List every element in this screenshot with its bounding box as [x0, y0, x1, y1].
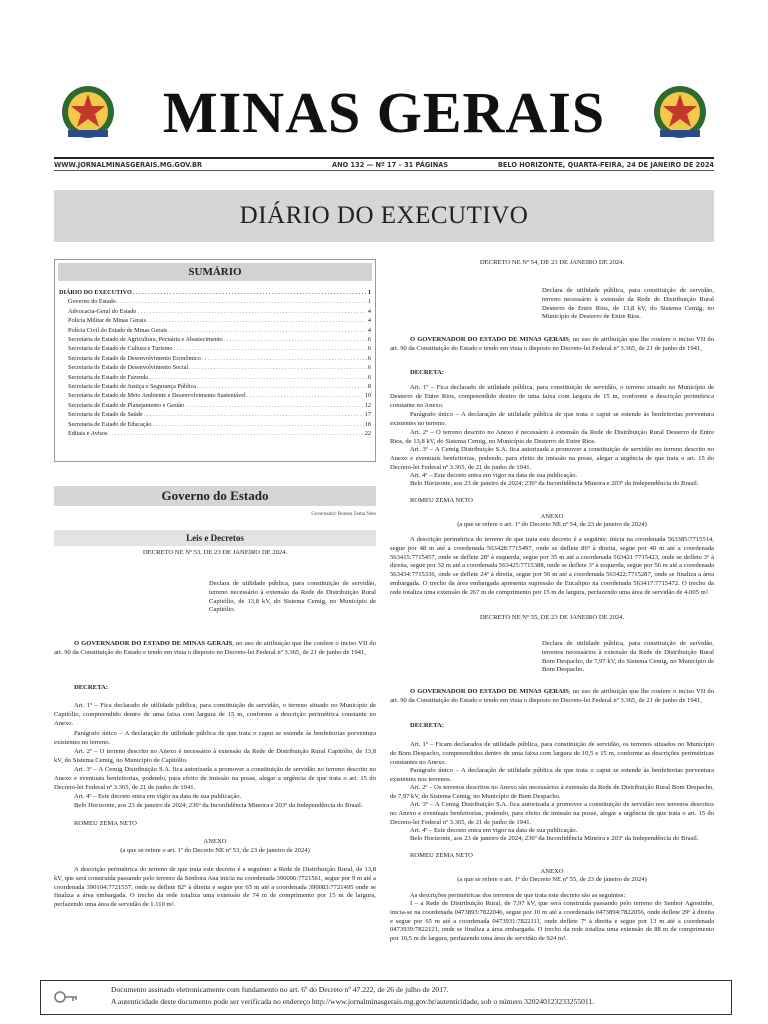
decree-55-paragraph: Parágrafo único – A declaração de utilidade pública de que trata o caput se estende às benfeitorias porventura existentes nos terrenos.	[390, 767, 714, 783]
decree-53-preamble: O GOVERNADOR DO ESTADO DE MINAS GERAIS, no uso de atribuição que lhe confere o inciso VII do art. 90 da Constituição do Estado e tendo em vista o disposto no Decreto-lei Federal nº 3.365, de 21 de junho de 1941,	[54, 640, 376, 656]
leader-dots	[197, 382, 367, 391]
decree-55-item-1: I – a Rede de Distribuição Rural, de 7,97 kV, que será construída passando pelo terreno do Senhor Agostinho, inicia-se na coordenada 0473893:7822046, segue por 10 m até a coordenada 0473894:7822056, onde deflete 29º à direita e segue por 65 m até a coordenada 0473931:7822111, onde deflete 7º à direita e segue por 13 m até a coordenada 0473939:7822121, onde se finaliza a área embargada. O trecho da rede totaliza uma extensão de 88 m de comprimento por 10,5 m de largura, perfazendo uma área de servidão de 924 m².	[390, 900, 714, 943]
decree-55-decreta: DECRETA:	[410, 722, 444, 729]
summary-item[interactable]	[59, 316, 371, 325]
key-icon	[53, 986, 79, 1008]
leader-dots	[147, 316, 367, 325]
summary-item-page: 18	[364, 420, 371, 428]
leader-dots	[247, 391, 364, 400]
section-title: DIÁRIO DO EXECUTIVO	[239, 202, 529, 229]
summary-item-page: 4	[367, 307, 371, 315]
decree-54-annex-text: A descrição perimétrica do terreno de que trata este decreto é a seguinte: inicia na coordenada 563385:7715514, segue por 48 m até a coordenada 563428:7715497, onde se deflete 86º à direita, segue por 40 m até a coordenada 563415:7715457, onde se deflete 28º à esquerda, segue por 35 m até a coordenada 563421:7715423, onde se deflete 3º à direita, segue por 32 m até a coordenada 563425:7715388, onde se deflete 3º à esquerda, segue por 56 m até a coordenada 563434:7715336, onde se deflete 24º à direita, segue por 56 m até a coordenada 563422:7715287, onde se finaliza a área embargada. O trecho da área embargada apresenta supressão de Eucalipto na coordenada 563417:7715472. O trecho da rede totaliza uma extensão de 267 m de comprimento por 15 m de largura, perfazendo uma área de servidão de 4.005 m².	[390, 536, 714, 596]
leader-dots	[133, 288, 367, 297]
decree-54-ementa: Declara de utilidade pública, para constituição de servidão, terreno necessário à extensão da Rede de Distribuição Rural Desterro de Entre Rios, de 13,8 kV, do Sistema Cemig, no Município de Desterro de Entre Rios.	[542, 287, 714, 321]
summary-item[interactable]	[59, 326, 371, 335]
summary-item-page: 8	[367, 383, 371, 391]
decree-53-paragraph: Parágrafo único – A declaração de utilidade pública de que trata o caput se estende às benfeitorias porventura existentes no terreno.	[54, 730, 376, 746]
summary-item-label: Editais e Avisos	[68, 430, 108, 438]
publication-date: BELO HORIZONTE, QUARTA-FEIRA, 24 DE JANEIRO DE 2024	[497, 161, 714, 169]
leader-dots	[202, 354, 367, 363]
leader-dots	[173, 344, 366, 353]
decree-53-signature: ROMEU ZEMA NETO	[74, 820, 137, 827]
leader-dots	[108, 429, 363, 438]
decree-54-paragraph: Parágrafo único – A declaração de utilidade pública de que trata o caput se estende às benfeitorias porventura existentes no terreno.	[390, 411, 714, 427]
summary-item-label: Secretaria de Estado de Saúde	[68, 411, 143, 419]
decree-53-annex-title: ANEXO	[203, 838, 227, 845]
summary-item-page: 17	[364, 411, 371, 419]
decree-55-place-date: Belo Horizonte, aos 23 de janeiro de 2024; 236º da Inconfidência Mineira e 203º da Independência do Brasil.	[410, 835, 699, 842]
summary-item-page: 10	[364, 392, 371, 400]
leader-dots	[168, 326, 367, 335]
summary-item-label: Advocacia-Geral do Estado	[68, 307, 137, 315]
leader-dots	[137, 307, 367, 316]
coat-of-arms-emblem	[54, 78, 122, 146]
decree-55-signature: ROMEU ZEMA NETO	[410, 852, 473, 859]
authenticity-footer	[40, 980, 732, 1015]
summary-item-page: 6	[367, 364, 371, 372]
summary-item-page: 1	[367, 298, 371, 306]
summary-item-label: Secretaria de Estado de Meio Ambiente e Desenvolvimento Sustentável	[68, 392, 246, 400]
summary-item[interactable]	[59, 410, 371, 419]
decree-55-title: DECRETO NE Nº 55, DE 23 DE JANEIRO DE 2024.	[479, 614, 625, 621]
decree-54-art1: Art. 1º – Fica declarado de utilidade pública, para constituição de servidão, o terreno situado no Município de Desterro de Entre Rios, compreendido dentro de uma faixa com largura de 15 m, conforme a descrição perimétrica constante no Anexo.	[390, 384, 714, 409]
summary-item[interactable]	[59, 307, 371, 316]
summary-item-page: 6	[367, 373, 371, 381]
summary-item-label: Governo do Estado	[68, 298, 116, 306]
summary-item[interactable]	[59, 297, 371, 306]
summary-item[interactable]	[59, 363, 371, 372]
summary-item[interactable]	[59, 288, 371, 297]
decree-53-ementa: Declara de utilidade pública, para constituição de servidão, terreno necessário à extensão da Rede de Distribuição Rural Capitólio, de 13,8 kV, do Sistema Cemig, no Município de Capitólio.	[209, 580, 376, 614]
masthead	[54, 74, 714, 154]
section-banner	[54, 190, 714, 242]
decree-55-annex-title: ANEXO	[540, 868, 564, 875]
decree-53-art2: Art. 2º – O terreno descrito no Anexo é necessário à extensão da Rede de Distribuição Rural Capitólio, de 13,8 kV, do Sistema Cemig, no Município de Capitólio.	[54, 748, 376, 764]
summary-item-label: Secretaria de Estado de Fazenda	[68, 373, 149, 381]
leader-dots	[189, 363, 367, 372]
summary-box	[54, 259, 376, 462]
decree-54-title: DECRETO NE Nº 54, DE 23 DE JANEIRO DE 2024.	[479, 259, 625, 266]
summary-list	[55, 284, 375, 439]
decree-53-annex-ref: (a que se refere o art. 1º do Decreto NE nº 53, de 23 de janeiro de 2024)	[120, 847, 310, 854]
decree-54-signature: ROMEU ZEMA NETO	[410, 497, 473, 504]
decree-55-annex-ref: (a que se refere o art. 1º do Decreto NE nº 55, de 23 de janeiro de 2024)	[457, 876, 647, 883]
decree-53-art4: Art. 4º – Este decreto entra em vigor na data de sua publicação.	[74, 793, 242, 800]
summary-item[interactable]	[59, 382, 371, 391]
decree-54-decreta: DECRETA:	[410, 369, 444, 376]
summary-item-label: Polícia Militar de Minas Gerais	[68, 317, 147, 325]
edition-number: ANO 132 — Nº 17 – 31 PÁGINAS	[332, 161, 449, 169]
summary-item-label: Secretaria de Estado de Desenvolvimento Social	[68, 364, 189, 372]
decree-54-art3: Art. 3º – A Cemig Distribuição S.A. fica autorizada a promover a constituição de servidão no terreno descrito no Anexo e eventuais benfeitorias, podendo, para efeito de imissão na posse, alegar a urgência de que trata o art. 15 do Decreto-lei Federal nº 3.365, de 21 de junho de 1941.	[390, 446, 714, 471]
signature-notice: Documento assinado eletronicamente com fundamento no art. 6º do Decreto nº 47.222, de 26 de julho de 2017.	[111, 985, 449, 994]
summary-item[interactable]	[59, 401, 371, 410]
summary-item[interactable]	[59, 373, 371, 382]
summary-item-page: 6	[367, 345, 371, 353]
decree-53-annex-text: A descrição perimétrica do terreno de que trata este decreto é a seguinte: a Rede de Distribuição Rural, de 13,8 kV, que será construída passando pelo terreno da Senhora Ana inicia na coordenada 390096:7721561, segue por 9 m até a coordenada 390104:7721557, onde se deflete 82º à direita e segue por 65 m até a coordenada 390083:7721495 onde se finaliza a área embargada. O trecho da rede totaliza uma extensão de 74 m de comprimento por 15 m de largura, perfazendo uma área de servidão de 1.110 m².	[54, 866, 376, 909]
decree-54-art2: Art. 2º – O terreno descrito no Anexo é necessário à extensão da Rede de Distribuição Rural Desterro de Entre Rios, de 13,8 kV, do Sistema Cemig, no Município de Desterro de Entre Rios.	[390, 429, 714, 445]
summary-item-page: 1	[367, 289, 371, 296]
summary-item-page: 4	[367, 317, 371, 325]
website-link[interactable]: WWW.JORNALMINASGERAIS.MG.GOV.BR	[54, 161, 203, 169]
governor-name: Governador: Romeu Zema Neto	[311, 512, 376, 517]
decree-53-art1: Art. 1º – Fica declarado de utilidade pública, para constituição de servidão, o terreno situado no Município de Capitólio, compreendido dentro de uma faixa com largura de 15 m, conforme a descrição perimétrica constante no Anexo.	[54, 702, 376, 727]
summary-item-label: Secretaria de Estado de Justiça e Segurança Pública	[68, 383, 196, 391]
summary-item-page: 4	[367, 326, 371, 334]
decree-54-annex-title: ANEXO	[540, 513, 564, 520]
decree-54-place-date: Belo Horizonte, aos 23 de janeiro de 2024; 236º da Inconfidência Mineira e 203º da Independência do Brasil.	[410, 480, 699, 487]
summary-item-label: Secretaria de Estado de Planejamento e Gestão	[68, 401, 185, 409]
decree-55-art3: Art. 3º – A Cemig Distribuição S.A. fica autorizada a promover a constituição de servidão nos terrenos descritos no Anexo e eventuais benfeitorias, podendo, para efeito de imissão na posse, alegar a urgência de que trata o art. 15 do Decreto-lei Federal nº 3.365, de 21 de junho de 1941.	[390, 801, 714, 826]
decree-55-art4: Art. 4º – Este decreto entra em vigor na data de sua publicação.	[410, 827, 578, 834]
leader-dots	[153, 420, 364, 429]
publication-title: MINAS GERAIS	[162, 80, 606, 145]
decree-55-intro: As descrições perimétricas dos terrenos de que trata este decreto são as seguintes:	[410, 892, 626, 899]
decree-54-art4: Art. 4º – Este decreto entra em vigor na data de sua publicação.	[410, 472, 578, 479]
summary-item[interactable]	[59, 429, 371, 438]
summary-item-page: 6	[367, 336, 371, 344]
coat-of-arms-emblem	[646, 78, 714, 146]
summary-item[interactable]	[59, 335, 371, 344]
decree-54-preamble: O GOVERNADOR DO ESTADO DE MINAS GERAIS, no uso de atribuição que lhe confere o inciso VII do art. 90 da Constituição do Estado e tendo em vista o disposto no Decreto-lei Federal nº 3.365, de 21 de junho de 1941,	[390, 336, 714, 352]
summary-item-page: 12	[364, 401, 371, 409]
leader-dots	[185, 401, 364, 410]
summary-item[interactable]	[59, 354, 371, 363]
edition-info-bar	[54, 157, 714, 171]
decree-53-art3: Art. 3º – A Cemig Distribuição S.A. fica autorizada a promover a constituição de servidão no terreno descrito no Anexo e eventuais benfeitorias, podendo, para efeito de imissão na posse, alegar a urgência de que trata o art. 15 do Decreto-lei Federal nº 3.365, de 21 de junho de 1941.	[54, 766, 376, 791]
summary-item-page: 6	[367, 354, 371, 362]
decree-55-preamble: O GOVERNADOR DO ESTADO DE MINAS GERAIS, no uso de atribuição que lhe confere o inciso VII do art. 90 da Constituição do Estado e tendo em vista o disposto no Decreto-lei Federal nº 3.365, de 21 de junho de 1941,	[390, 688, 714, 704]
leis-decretos-heading: Leis e Decretos	[54, 530, 376, 546]
decree-54-annex-ref: (a que se refere o art. 1º do Decreto NE nº 54, de 23 de janeiro de 2024)	[457, 521, 647, 528]
decree-55-ementa: Declara de utilidade pública, para constituição de servidão, terrenos necessários à extensão da Rede de Distribuição Rural Bom Despacho, de 7,97 kV, do Sistema Cemig, no Município de Bom Despacho.	[542, 640, 714, 674]
decree-53-place-date: Belo Horizonte, aos 23 de janeiro de 2024; 236º da Inconfidência Mineira e 203º da Independência do Brasil.	[74, 802, 363, 809]
decree-53-title: DECRETO NE Nº 53, DE 23 DE JANEIRO DE 2024.	[142, 549, 288, 556]
summary-item-label: Secretaria de Estado de Agricultura, Pecuária e Abastecimento	[68, 336, 223, 344]
summary-item-label: Secretaria de Estado de Educação	[68, 420, 152, 428]
leader-dots	[224, 335, 367, 344]
summary-title: SUMÁRIO	[58, 263, 372, 281]
summary-item-label: Secretaria de Estado de Cultura e Turismo	[68, 345, 173, 353]
authenticity-notice[interactable]: A autenticidade deste documento pode ser verificada no endereço http://www.jornalminasgerais.mg.gov.br/autenticidade, sob o número 320240123233255011.	[111, 997, 595, 1006]
summary-item[interactable]	[59, 344, 371, 353]
decree-53-decreta: DECRETA:	[74, 684, 108, 691]
summary-item-label: Secretaria de Estado de Desenvolvimento Econômico	[68, 354, 201, 362]
decree-55-art1: Art. 1º – Ficam declarados de utilidade pública, para constituição de servidão, os terrenos situados no Município de Bom Despacho, compreendidos dentro de uma faixa com largura de 10,5 e 15 m, conforme as descrições perimétricas constantes no Anexo.	[390, 741, 714, 766]
summary-item-page: 22	[364, 430, 371, 438]
leader-dots	[149, 373, 367, 382]
summary-item[interactable]	[59, 420, 371, 429]
summary-item-label: Polícia Civil do Estado de Minas Gerais	[68, 326, 168, 334]
governo-heading: Governo do Estado	[54, 486, 376, 506]
summary-item[interactable]	[59, 391, 371, 400]
decree-55-art2: Art. 2º – Os terrenos descritos no Anexo são necessários à extensão da Rede de Distribuição Rural Bom Despacho, de 7,97 kV, do Sistema Cemig, no Município de Bom Despacho.	[390, 784, 714, 800]
leader-dots	[144, 410, 364, 419]
summary-item-label: DIÁRIO DO EXECUTIVO	[59, 289, 132, 296]
leader-dots	[117, 297, 367, 306]
